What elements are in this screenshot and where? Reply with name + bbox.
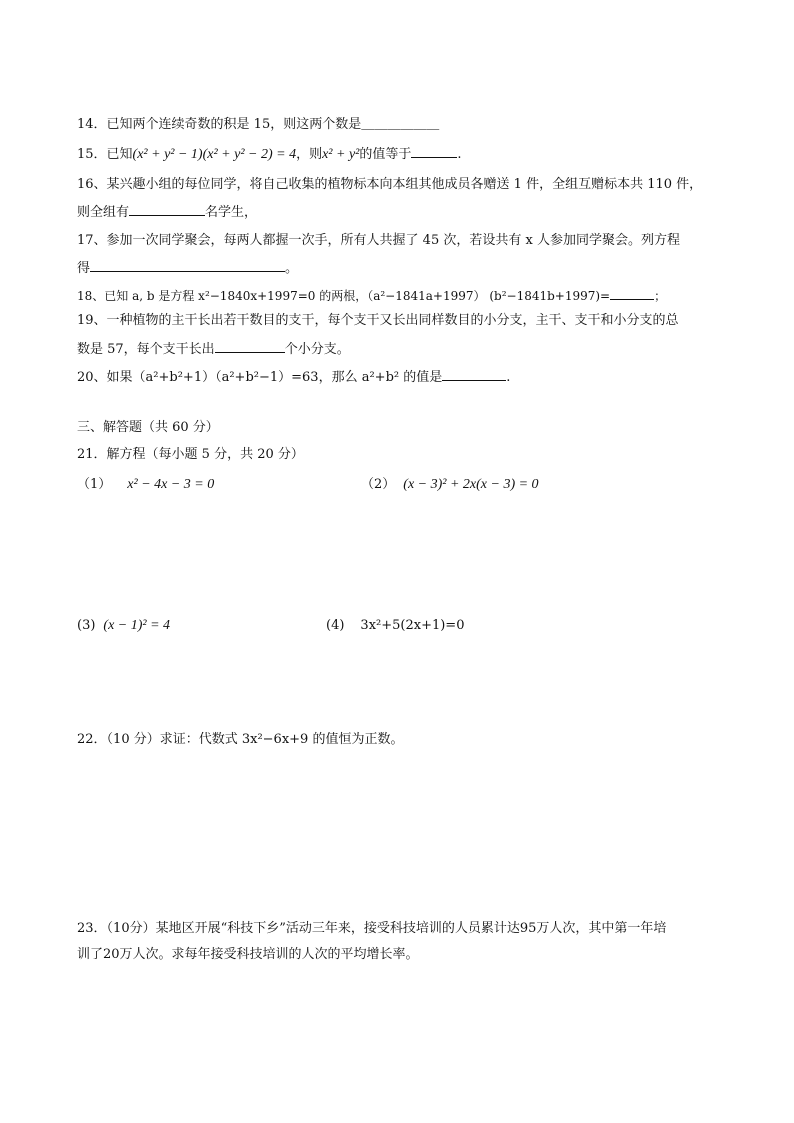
question-23-line2: 训了20万人次。求每年接受科技培训的人次的平均增长率。 (77, 947, 419, 962)
question-21-part1: （1） x² − 4x − 3 = 0 (77, 477, 215, 492)
question-17-line1: 17、参加一次同学聚会，每两人都握一次手，所有人共握了 45 次，若设共有 x 人参加同学聚会。列方程 (77, 233, 680, 248)
question-15: 15．已知(x² + y² − 1)(x² + y² − 2) = 4，则x² + y²的值等于 . (77, 147, 462, 162)
question-19-line1: 19、一种植物的主干长出若干数目的支干，每个支干又长出同样数目的小分支，主干、支干和小分支的总 (77, 313, 679, 328)
question-16-line2: 则全组有 名学生， (77, 205, 258, 220)
question-17-line2: 得 。 (77, 261, 299, 276)
equation: (x² + y² − 1)(x² + y² − 2) = 4 (132, 147, 297, 162)
question-21-title: 21．解方程（每小题 5 分，共 20 分） (77, 447, 304, 462)
section-heading: 三、解答题（共 60 分） (77, 420, 219, 435)
expression: x² + y² (322, 147, 360, 162)
question-21-part2: （2） (x − 3)² + 2x(x − 3) = 0 (361, 477, 539, 492)
question-14: 14．已知两个连续奇数的积是 15，则这两个数是＿＿＿＿＿＿ (77, 117, 440, 132)
question-22: 22．（10 分）求证：代数式 3x²−6x+9 的值恒为正数。 (77, 732, 404, 747)
equation: (x − 3)² + 2x(x − 3) = 0 (403, 477, 539, 492)
answer-blank[interactable] (411, 145, 457, 158)
question-20: 20、如果（a²+b²+1）（a²+b²−1）=63，那么 a²+b² 的值是 . (77, 370, 511, 385)
question-18: 18、已知 a, b 是方程 x²−1840x+1997=0 的两根，（a²−1841a+1997） (b²−1841b+1997)= ； (77, 289, 667, 303)
answer-blank[interactable] (129, 203, 205, 216)
answer-blank[interactable] (215, 340, 285, 353)
equation: x² − 4x − 3 = 0 (127, 477, 215, 492)
answer-blank[interactable] (442, 368, 506, 381)
equation: (x − 1)² = 4 (103, 618, 171, 633)
equation: 3x²+5(2x+1)=0 (360, 618, 465, 633)
question-19-line2: 数是 57，每个支干长出 个小分支。 (77, 342, 350, 357)
answer-blank[interactable] (90, 259, 285, 272)
question-16-line1: 16、某兴趣小组的每位同学，将自己收集的植物标本向本组其他成员各赠送 1 件，全组互赠标本共 110 件， (77, 177, 703, 192)
question-21-part3: (3) (x − 1)² = 4 (77, 618, 171, 633)
question-21-part4: (4) 3x²+5(2x+1)=0 (326, 618, 465, 633)
question-23-line1: 23．（10分）某地区开展“科技下乡”活动三年来，接受科技培训的人员累计达95万人次，其中第一年培 (77, 921, 667, 936)
answer-blank[interactable] (610, 287, 654, 300)
